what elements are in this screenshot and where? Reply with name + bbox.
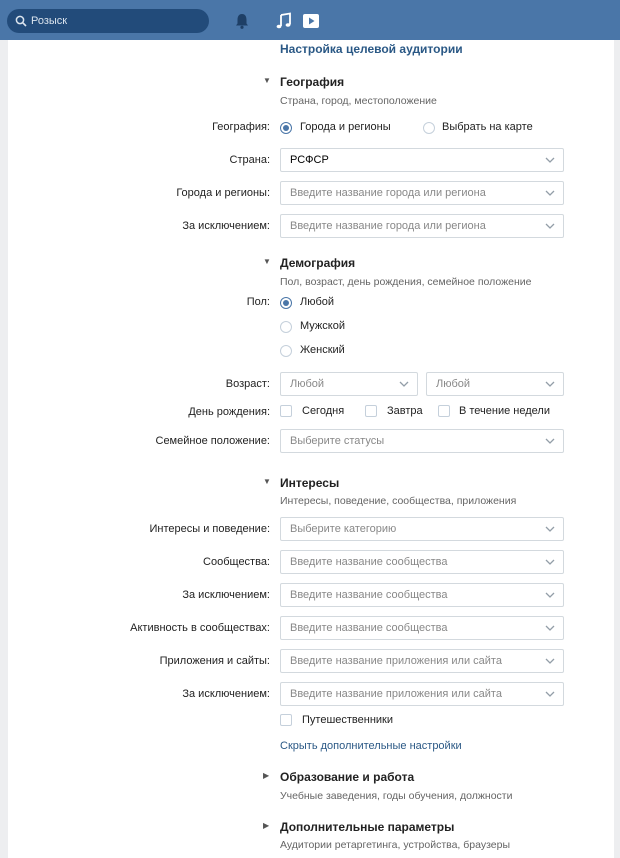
bday-tomorrow-checkbox[interactable] xyxy=(365,405,377,417)
search-placeholder: Розыск xyxy=(31,15,68,27)
geo-exclude-input[interactable] xyxy=(280,214,564,238)
apps-placeholder: Введите название приложения или сайта xyxy=(290,655,502,667)
family-label: Семейное положение: xyxy=(155,435,270,447)
apps-exclude-placeholder: Введите название приложения или сайта xyxy=(290,688,502,700)
collapse-arrow-icon[interactable]: ▼ xyxy=(263,257,271,266)
interests-label: Интересы и поведение: xyxy=(149,523,270,535)
chevron-down-icon xyxy=(545,658,555,664)
age-from-value: Любой xyxy=(290,378,325,390)
section-extra-header[interactable]: Дополнительные параметры xyxy=(280,820,455,834)
section-interests-subtitle: Интересы, поведение, сообщества, приложения xyxy=(280,495,517,507)
age-to-value: Любой xyxy=(436,378,471,390)
chevron-down-icon xyxy=(545,625,555,631)
play-icon[interactable] xyxy=(302,12,320,30)
activity-placeholder: Введите название сообщества xyxy=(290,622,448,634)
search-icon xyxy=(15,15,27,27)
section-demo-header[interactable]: Демография xyxy=(280,256,356,270)
apps-label: Приложения и сайты: xyxy=(159,655,270,667)
age-label: Возраст: xyxy=(225,378,270,390)
radio-sex-male-label[interactable]: Мужской xyxy=(300,320,345,332)
radio-sex-female-label[interactable]: Женский xyxy=(300,344,345,356)
geo-label: География: xyxy=(212,121,270,133)
chevron-down-icon xyxy=(545,223,555,229)
bday-week-checkbox[interactable] xyxy=(438,405,450,417)
family-placeholder: Выберите статусы xyxy=(290,435,385,447)
communities-input[interactable] xyxy=(280,550,564,574)
expand-arrow-icon[interactable]: ▶ xyxy=(263,771,270,780)
travelers-checkbox[interactable] xyxy=(280,714,292,726)
section-geo-header[interactable]: География xyxy=(280,75,345,89)
chevron-down-icon xyxy=(399,381,409,387)
country-value: РСФСР xyxy=(290,154,329,166)
bday-label: День рождения: xyxy=(188,406,270,418)
bday-today-checkbox[interactable] xyxy=(280,405,292,417)
country-label: Страна: xyxy=(229,154,270,166)
radio-map[interactable] xyxy=(423,122,435,134)
cities-label: Города и регионы: xyxy=(176,187,270,199)
section-interests-header[interactable]: Интересы xyxy=(280,476,340,490)
collapse-arrow-icon[interactable]: ▼ xyxy=(263,477,271,486)
apps-exclude-input[interactable] xyxy=(280,682,564,706)
family-select[interactable] xyxy=(280,429,564,453)
radio-sex-any[interactable] xyxy=(280,297,292,309)
radio-sex-any-label[interactable]: Любой xyxy=(300,296,335,308)
chevron-down-icon xyxy=(545,381,555,387)
apps-input[interactable] xyxy=(280,649,564,673)
section-demo-subtitle: Пол, возраст, день рождения, семейное положение xyxy=(280,276,532,288)
cities-placeholder: Введите название города или региона xyxy=(290,187,486,199)
radio-sex-female[interactable] xyxy=(280,345,292,357)
section-education-header[interactable]: Образование и работа xyxy=(280,770,415,784)
hide-settings-link[interactable]: Скрыть дополнительные настройки xyxy=(280,740,462,752)
sex-label: Пол: xyxy=(246,296,270,308)
geo-exclude-label: За исключением: xyxy=(182,220,270,232)
communities-exclude-label: За исключением: xyxy=(182,589,270,601)
radio-cities[interactable] xyxy=(280,122,292,134)
section-geo-subtitle: Страна, город, местоположение xyxy=(280,95,437,107)
music-icon[interactable] xyxy=(275,12,293,30)
section-education-subtitle: Учебные заведения, годы обучения, должности xyxy=(280,790,513,802)
search-input[interactable] xyxy=(7,9,209,33)
age-to-select[interactable] xyxy=(426,372,564,396)
travelers-label[interactable]: Путешественники xyxy=(302,714,394,726)
communities-label: Сообщества: xyxy=(203,556,270,568)
interests-placeholder: Выберите категорию xyxy=(290,523,397,535)
activity-input[interactable] xyxy=(280,616,564,640)
chevron-down-icon xyxy=(545,190,555,196)
chevron-down-icon xyxy=(545,526,555,532)
chevron-down-icon xyxy=(545,157,555,163)
section-extra-subtitle: Аудитории ретаргетинга, устройства, браузеры xyxy=(280,839,511,851)
cities-input[interactable] xyxy=(280,181,564,205)
chevron-down-icon xyxy=(545,592,555,598)
apps-exclude-label: За исключением: xyxy=(182,688,270,700)
page-title: Настройка целевой аудитории xyxy=(280,42,463,56)
age-from-select[interactable] xyxy=(280,372,418,396)
communities-placeholder: Введите название сообщества xyxy=(290,556,448,568)
communities-exclude-placeholder: Введите название сообщества xyxy=(290,589,448,601)
chevron-down-icon xyxy=(545,691,555,697)
bell-icon[interactable] xyxy=(233,12,251,30)
radio-map-label[interactable]: Выбрать на карте xyxy=(442,121,533,133)
activity-label: Активность в сообществах: xyxy=(130,622,270,634)
top-bar xyxy=(0,0,620,40)
radio-cities-label[interactable]: Города и регионы xyxy=(300,121,391,133)
radio-sex-male[interactable] xyxy=(280,321,292,333)
bday-today-label[interactable]: Сегодня xyxy=(302,405,345,417)
right-margin xyxy=(614,40,620,858)
communities-exclude-input[interactable] xyxy=(280,583,564,607)
bday-tomorrow-label[interactable]: Завтра xyxy=(387,405,423,417)
interests-select[interactable] xyxy=(280,517,564,541)
collapse-arrow-icon[interactable]: ▼ xyxy=(263,76,271,85)
bday-week-label[interactable]: В течение недели xyxy=(459,405,550,417)
country-select[interactable] xyxy=(280,148,564,172)
chevron-down-icon xyxy=(545,559,555,565)
chevron-down-icon xyxy=(545,438,555,444)
expand-arrow-icon[interactable]: ▶ xyxy=(263,821,270,830)
geo-exclude-placeholder: Введите название города или региона xyxy=(290,220,486,232)
